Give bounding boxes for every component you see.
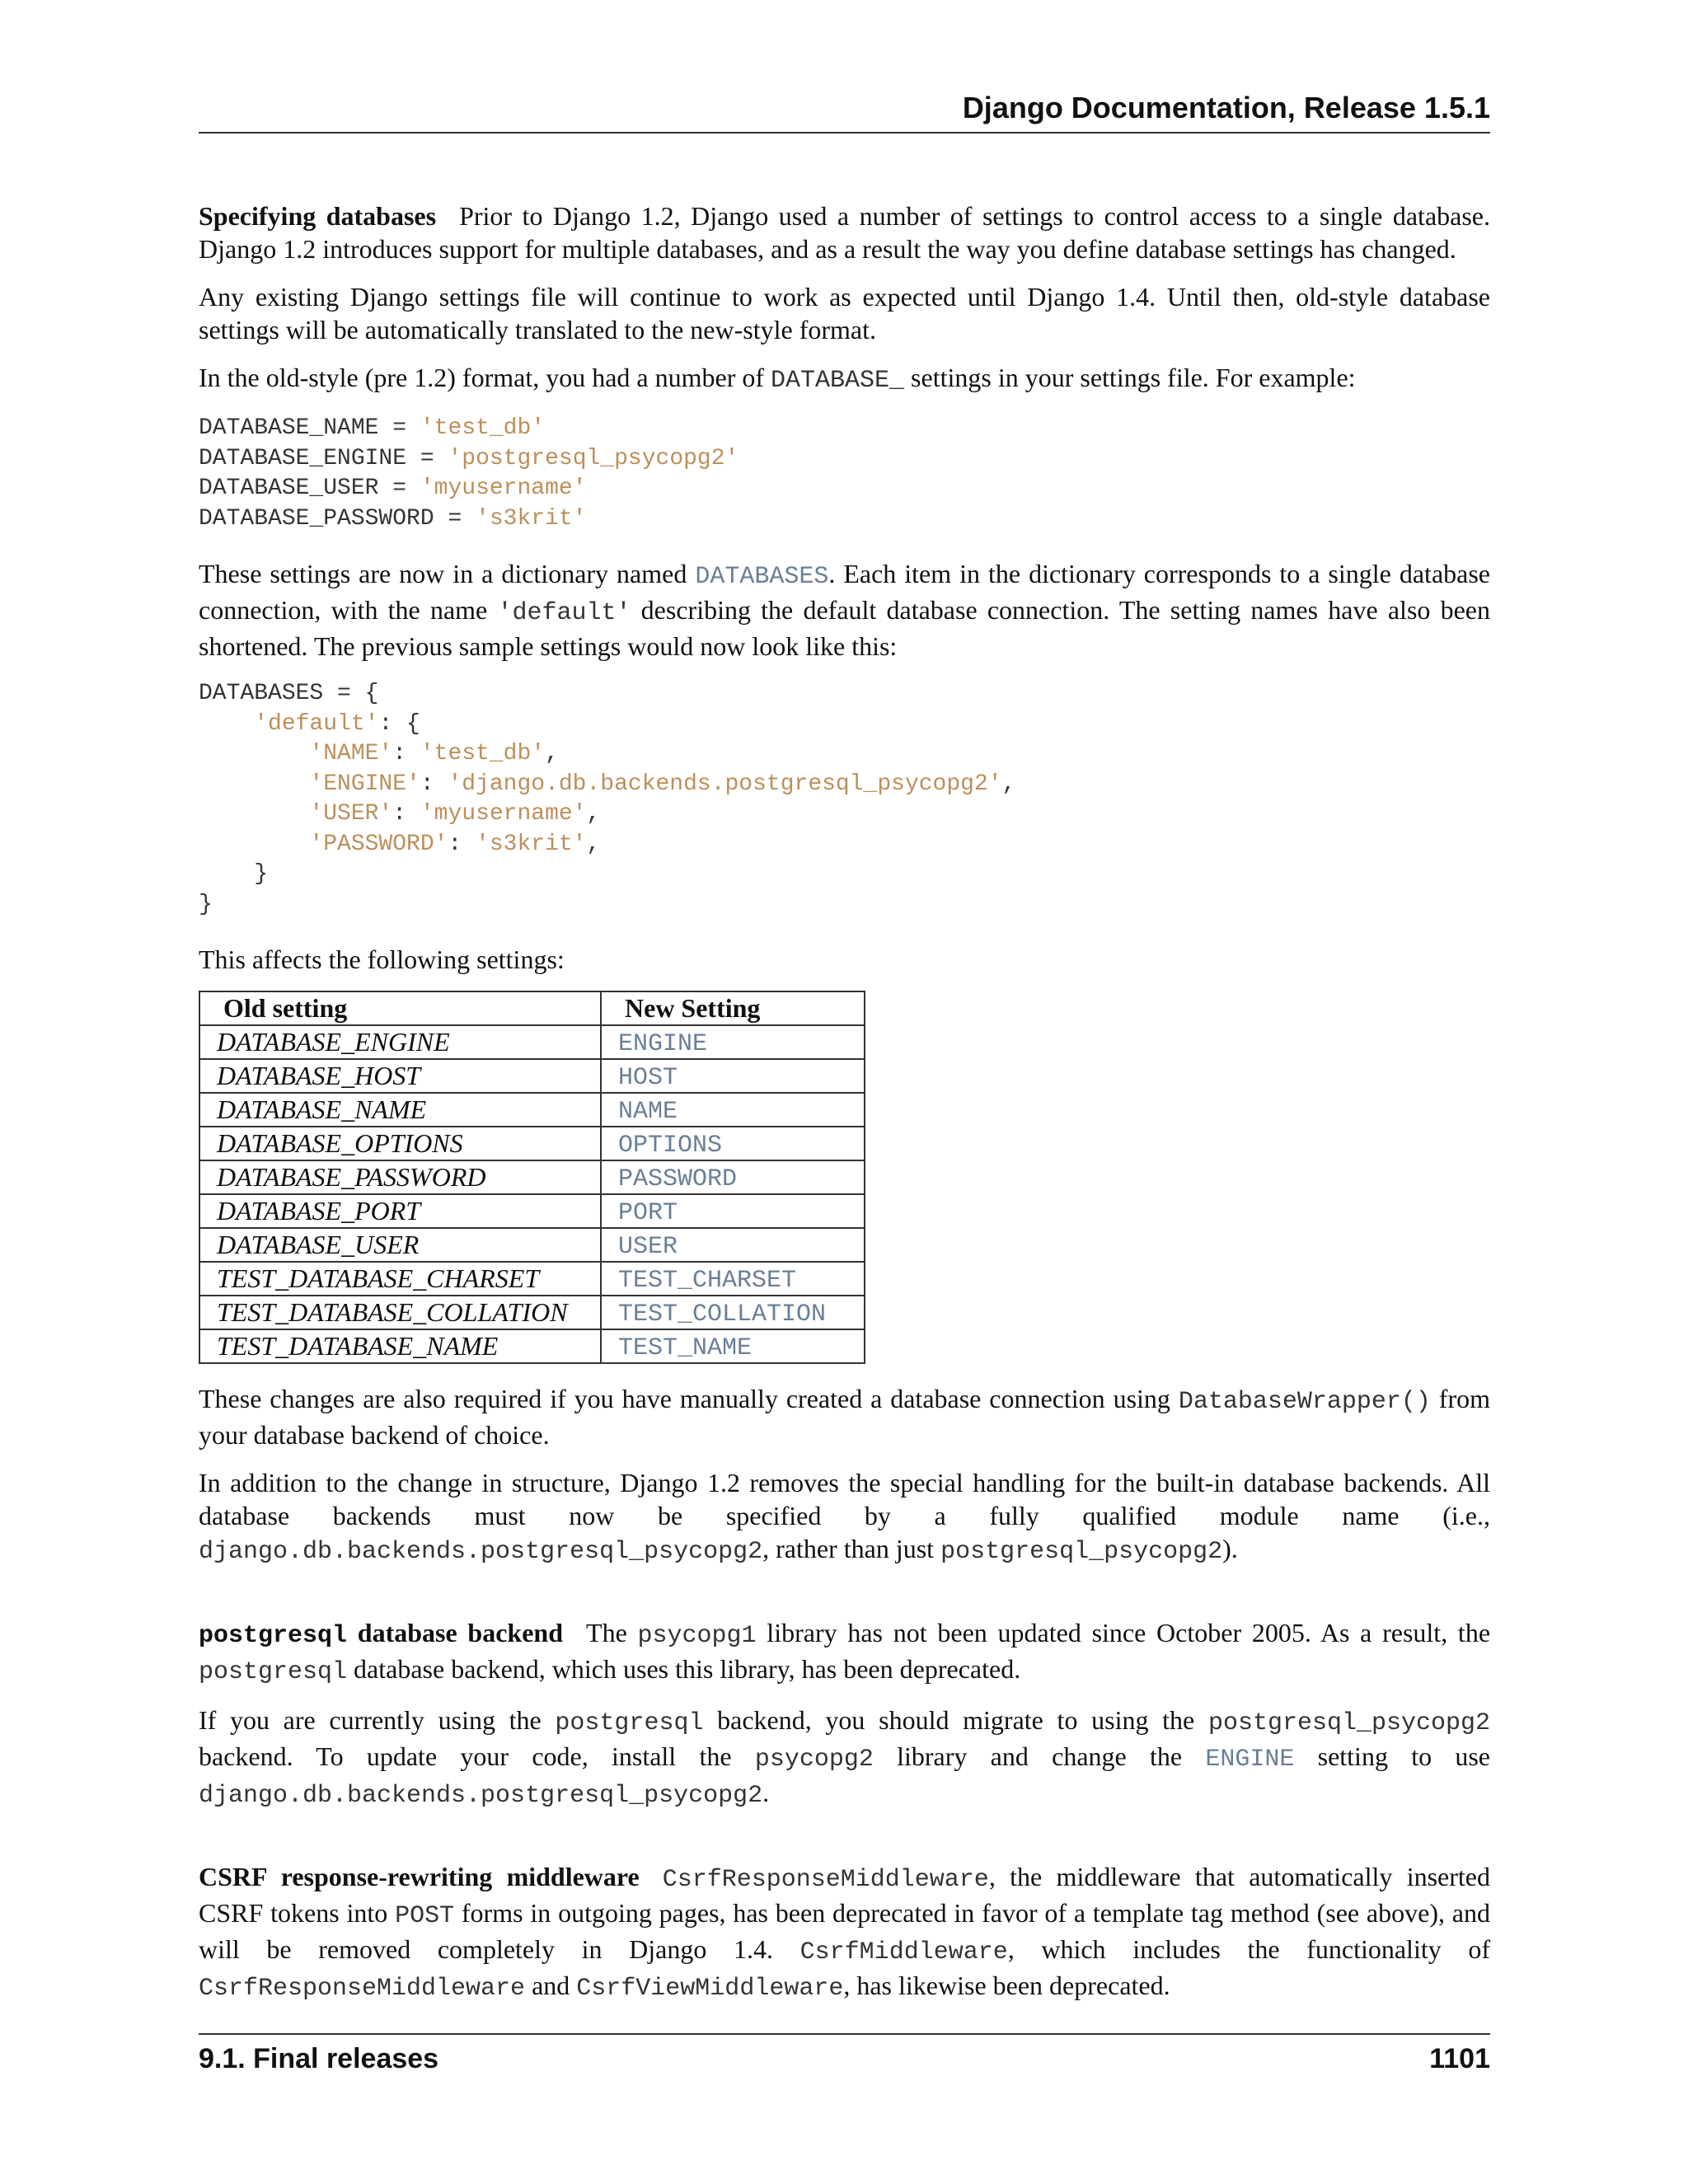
old-setting-cell: TEST_DATABASE_COLLATION	[199, 1296, 601, 1329]
inline-code: postgresql_psycopg2	[1207, 1709, 1491, 1737]
new-setting-link[interactable]: TEST_CHARSET	[618, 1267, 797, 1295]
inline-code: django.db.backends.postgresql_psycopg2	[199, 1782, 763, 1810]
paragraph: postgresql database backend The psycopg1 library has not been updated since October 2005. As a result, the postgresql database backend, which uses this library, has been deprecated.	[199, 1618, 1491, 1686]
section-heading: CSRF response-rewriting middleware	[199, 1862, 640, 1891]
column-header: New Setting	[601, 991, 865, 1025]
page-footer	[199, 2033, 1490, 2075]
old-setting-cell: DATABASE_OPTIONS	[199, 1127, 601, 1160]
inline-code: django.db.backends.postgresql_psycopg2	[199, 1538, 763, 1566]
paragraph: In addition to the change in structure, Django 1.2 removes the special handling for the built-in database backends. All database backends must now be specified by a fully qualified module name (i.e., django.db.backends.postgresql_psycopg2, rather than just postgresql_psycopg2).	[199, 1468, 1490, 1566]
running-header: Django Documentation, Release 1.5.1	[199, 91, 1490, 134]
section-heading: Specifying databases	[199, 201, 437, 231]
new-setting-link[interactable]: TEST_NAME	[618, 1334, 753, 1362]
table-row	[199, 1262, 865, 1296]
old-setting-cell: DATABASE_NAME	[199, 1093, 601, 1127]
inline-code: CsrfViewMiddleware	[576, 1975, 844, 2003]
table-header-row	[199, 991, 865, 1025]
paragraph: These changes are also required if you have manually created a database connection using DatabaseWrapper() from your database backend of choice.	[199, 1384, 1491, 1450]
old-setting-cell: DATABASE_PASSWORD	[199, 1160, 601, 1194]
inline-code: CsrfResponseMiddleware	[662, 1866, 989, 1894]
inline-code: 'default'	[497, 599, 631, 627]
new-setting-link[interactable]: PORT	[618, 1199, 678, 1227]
old-setting-cell: DATABASE_PORT	[199, 1194, 601, 1228]
paragraph: If you are currently using the postgresql backend, you should migrate to using the postgresql_psycopg2 backend. To update your code, install the psycopg2 library and change the ENGINE setting to use django.db.backends.postgresql_psycopg2.	[199, 1705, 1491, 1810]
settings-table	[199, 991, 865, 1364]
paragraph: This affects the following settings:	[199, 944, 565, 974]
footer-section: 9.1. Final releases	[199, 2043, 439, 2074]
old-setting-cell: DATABASE_USER	[199, 1228, 601, 1262]
inline-code: POST	[395, 1902, 455, 1930]
new-setting-link[interactable]: ENGINE	[618, 1030, 708, 1058]
inline-code: postgresql_psycopg2	[940, 1538, 1223, 1566]
inline-code: CsrfResponseMiddleware	[199, 1975, 526, 2003]
new-setting-link[interactable]: OPTIONS	[618, 1132, 723, 1160]
inline-code: psycopg2	[754, 1746, 874, 1774]
paragraph: In the old-style (pre 1.2) format, you had a number of DATABASE_ settings in your settings file. For example:	[199, 363, 1356, 395]
inline-code: CsrfMiddleware	[799, 1938, 1008, 1966]
table-row	[199, 1025, 865, 1059]
section-heading: postgresql database backend	[199, 1618, 564, 1650]
new-setting-link[interactable]: NAME	[618, 1098, 678, 1126]
table-row	[199, 1194, 865, 1228]
new-setting-link[interactable]: PASSWORD	[618, 1165, 738, 1193]
new-setting-link[interactable]: USER	[618, 1233, 678, 1261]
old-setting-cell: TEST_DATABASE_CHARSET	[199, 1262, 601, 1296]
paragraph: Specifying databases Prior to Django 1.2, Django used a number of settings to control access to a single database. Django 1.2 introduces support for multiple databases, and as a result the way you define database settings has changed.	[199, 201, 1491, 264]
page-number: 1101	[1429, 2043, 1490, 2074]
code-block: DATABASES = { 'default': { 'NAME': 'test_db', 'ENGINE': 'django.db.backends.postgresql_psycopg2', 'USER': 'myusername', 'PASSWORD': 's3krit', } }	[199, 681, 1016, 917]
table-row	[199, 1160, 865, 1194]
table-row	[199, 1228, 865, 1262]
inline-code: postgresql	[199, 1658, 348, 1686]
new-setting-link[interactable]: TEST_COLLATION	[618, 1301, 827, 1329]
old-setting-cell: DATABASE_HOST	[199, 1059, 601, 1093]
databases-link[interactable]: DATABASES	[695, 563, 829, 591]
column-header: Old setting	[199, 991, 601, 1025]
inline-code: psycopg1	[637, 1622, 757, 1650]
new-setting-link[interactable]: HOST	[618, 1064, 678, 1092]
table-row	[199, 1059, 865, 1093]
engine-link[interactable]: ENGINE	[1205, 1746, 1295, 1774]
table-row	[199, 1296, 865, 1329]
table-row	[199, 1127, 865, 1160]
paragraph: Any existing Django settings file will continue to work as expected until Django 1.4. Until then, old-style database settings will be automatically translated to the new-style format.	[199, 282, 1490, 344]
old-setting-cell: DATABASE_ENGINE	[199, 1025, 601, 1059]
inline-code: DatabaseWrapper()	[1178, 1388, 1431, 1416]
inline-code: postgresql	[555, 1709, 704, 1737]
table-row	[199, 1329, 865, 1363]
table-row	[199, 1093, 865, 1127]
paragraph: CSRF response-rewriting middleware CsrfResponseMiddleware, the middleware that automatically inserted CSRF tokens into POST forms in outgoing pages, has been deprecated in favor of a template tag method (see above), and will be removed completely in Django 1.4. CsrfMiddleware, which includes the functionality of CsrfResponseMiddleware and CsrfViewMiddleware, has likewise been deprecated.	[199, 1862, 1491, 2003]
paragraph: These settings are now in a dictionary named DATABASES. Each item in the dictionary corresponds to a single database connection, with the name 'default' describing the default database connection. The setting names have also been shortened. The previous sample settings would now look like this:	[199, 559, 1491, 661]
code-block: DATABASE_NAME = 'test_db' DATABASE_ENGINE = 'postgresql_psycopg2' DATABASE_USER = 'myusername' DATABASE_PASSWORD = 's3krit'	[199, 415, 739, 532]
inline-code: DATABASE_	[771, 367, 905, 395]
old-setting-cell: TEST_DATABASE_NAME	[199, 1329, 601, 1363]
page-body	[199, 199, 1490, 2020]
